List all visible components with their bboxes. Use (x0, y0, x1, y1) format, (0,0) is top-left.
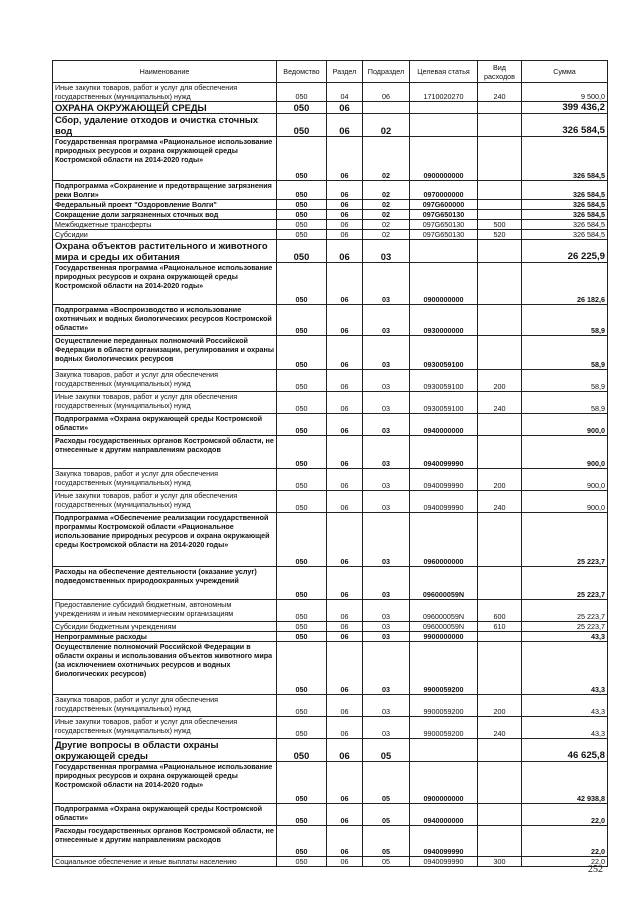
row-target-article (410, 102, 478, 114)
row-sum: 900,0 (522, 436, 608, 469)
row-name: Расходы государственных органов Костромской области, не отнесенные к другим направлениям расходов (53, 826, 277, 857)
row-sum: 26 225,9 (522, 240, 608, 263)
table-row (53, 857, 608, 867)
row-ved: 050 (277, 210, 327, 220)
row-sum: 25 223,7 (522, 622, 608, 632)
row-expense-type (478, 739, 522, 762)
row-razdel: 06 (327, 263, 363, 305)
row-target-article: 9900059200 (410, 695, 478, 717)
row-razdel: 06 (327, 181, 363, 200)
row-sum: 9 500,0 (522, 83, 608, 102)
row-name: Непрограммные расходы (53, 632, 277, 642)
row-ved: 050 (277, 200, 327, 210)
row-podrazdel: 02 (363, 220, 410, 230)
row-ved: 050 (277, 804, 327, 826)
row-target-article: 0930059100 (410, 370, 478, 392)
row-expense-type (478, 804, 522, 826)
row-name: Иные закупки товаров, работ и услуг для обеспечения государственных (муниципальных) нужд (53, 83, 277, 102)
row-name: Подпрограмма «Воспроизводство и использование охотничьих и водных биологических ресурсов Костромской области» (53, 305, 277, 336)
table-row (53, 370, 608, 392)
table-row (53, 210, 608, 220)
row-razdel: 06 (327, 491, 363, 513)
row-target-article: 0940099990 (410, 491, 478, 513)
row-sum: 22,0 (522, 804, 608, 826)
table-row (53, 336, 608, 370)
row-ved: 050 (277, 513, 327, 567)
row-ved: 050 (277, 263, 327, 305)
row-razdel: 06 (327, 857, 363, 867)
row-razdel: 06 (327, 114, 363, 137)
page-number: 252 (588, 864, 603, 875)
row-ved: 050 (277, 567, 327, 600)
row-name: Государственная программа «Рациональное использование природных ресурсов и охрана окружающей среды Костромской области на 2014-2020 годы» (53, 137, 277, 181)
row-podrazdel: 03 (363, 240, 410, 263)
row-podrazdel: 03 (363, 305, 410, 336)
row-name: Подпрограмма «Охрана окружающей среды Костромской области» (53, 414, 277, 436)
table-row (53, 230, 608, 240)
row-target-article: 0940099990 (410, 857, 478, 867)
table-row (53, 739, 608, 762)
row-podrazdel: 03 (363, 263, 410, 305)
row-name: Государственная программа «Рациональное использование природных ресурсов и охрана окружающей среды Костромской области на 2014-2020 годы» (53, 762, 277, 804)
row-target-article: 9900059200 (410, 717, 478, 739)
row-expense-type (478, 102, 522, 114)
row-razdel: 06 (327, 622, 363, 632)
row-razdel: 06 (327, 642, 363, 695)
row-name: Иные закупки товаров, работ и услуг для обеспечения государственных (муниципальных) нужд (53, 491, 277, 513)
row-podrazdel: 02 (363, 181, 410, 200)
row-podrazdel: 03 (363, 600, 410, 622)
table-row (53, 600, 608, 622)
row-name: Субсидии (53, 230, 277, 240)
row-razdel: 06 (327, 102, 363, 114)
row-razdel: 06 (327, 513, 363, 567)
row-target-article: 096000059N (410, 622, 478, 632)
row-razdel: 06 (327, 804, 363, 826)
row-ved: 050 (277, 414, 327, 436)
table-row (53, 632, 608, 642)
header-razdel: Раздел (327, 61, 363, 83)
row-sum: 46 625,8 (522, 739, 608, 762)
row-podrazdel: 02 (363, 210, 410, 220)
row-sum: 43,3 (522, 717, 608, 739)
row-name: Федеральный проект "Оздоровление Волги" (53, 200, 277, 210)
row-target-article: 0930059100 (410, 336, 478, 370)
row-name: Осуществление полномочий Российской Федерации в области охраны и использования объектов животного мира (за исключением охотничьих ресурсов и водных биологических ресурсов) (53, 642, 277, 695)
table-row (53, 414, 608, 436)
row-ved: 050 (277, 739, 327, 762)
row-sum: 900,0 (522, 469, 608, 491)
header-sum: Сумма (522, 61, 608, 83)
row-target-article (410, 240, 478, 263)
row-razdel: 06 (327, 210, 363, 220)
row-expense-type (478, 210, 522, 220)
row-expense-type (478, 200, 522, 210)
row-podrazdel: 03 (363, 392, 410, 414)
row-sum: 326 584,5 (522, 137, 608, 181)
row-sum: 22,0 (522, 857, 608, 867)
row-target-article: 0900000000 (410, 762, 478, 804)
row-name: Охрана объектов растительного и животного мира и среды их обитания (53, 240, 277, 263)
row-podrazdel: 05 (363, 804, 410, 826)
row-target-article: 097G650130 (410, 230, 478, 240)
row-expense-type (478, 181, 522, 200)
row-target-article: 0940099990 (410, 469, 478, 491)
row-target-article: 0970000000 (410, 181, 478, 200)
row-sum: 399 436,2 (522, 102, 608, 114)
table-row (53, 804, 608, 826)
row-razdel: 06 (327, 240, 363, 263)
row-expense-type: 610 (478, 622, 522, 632)
row-ved: 050 (277, 622, 327, 632)
row-sum: 25 223,7 (522, 567, 608, 600)
table-row (53, 102, 608, 114)
row-podrazdel: 03 (363, 370, 410, 392)
header-expense-type: Вид расходов (478, 61, 522, 83)
row-sum: 58,9 (522, 392, 608, 414)
row-podrazdel: 03 (363, 513, 410, 567)
row-podrazdel (363, 102, 410, 114)
table-row (53, 263, 608, 305)
row-sum: 900,0 (522, 491, 608, 513)
row-sum: 58,9 (522, 305, 608, 336)
row-expense-type (478, 632, 522, 642)
row-razdel: 06 (327, 739, 363, 762)
row-name: Закупка товаров, работ и услуг для обеспечения государственных (муниципальных) нужд (53, 695, 277, 717)
row-ved: 050 (277, 436, 327, 469)
row-target-article: 0940000000 (410, 804, 478, 826)
row-ved: 050 (277, 392, 327, 414)
header-podrazdel: Подраздел (363, 61, 410, 83)
table-row (53, 762, 608, 804)
row-name: Сокращение доли загрязненных сточных вод (53, 210, 277, 220)
row-ved: 050 (277, 762, 327, 804)
row-podrazdel: 02 (363, 137, 410, 181)
row-name: Подпрограмма «Обеспечение реализации государственной программы Костромской области «Рациональное использование природных ресурсов и охрана окружающей среды Костромской области на 2014-2020 годы» (53, 513, 277, 567)
row-sum: 42 938,8 (522, 762, 608, 804)
row-razdel: 06 (327, 392, 363, 414)
row-ved: 050 (277, 491, 327, 513)
table-row (53, 469, 608, 491)
row-expense-type (478, 436, 522, 469)
row-sum: 43,3 (522, 632, 608, 642)
row-name: Закупка товаров, работ и услуг для обеспечения государственных (муниципальных) нужд (53, 469, 277, 491)
row-ved: 050 (277, 240, 327, 263)
row-ved: 050 (277, 642, 327, 695)
row-razdel: 06 (327, 717, 363, 739)
row-sum: 22,0 (522, 826, 608, 857)
row-razdel: 06 (327, 200, 363, 210)
row-target-article: 0900000000 (410, 137, 478, 181)
row-expense-type (478, 826, 522, 857)
row-sum: 326 584,5 (522, 230, 608, 240)
row-expense-type (478, 762, 522, 804)
row-ved: 050 (277, 83, 327, 102)
row-ved: 050 (277, 102, 327, 114)
header-row (53, 61, 608, 83)
row-podrazdel: 05 (363, 857, 410, 867)
row-expense-type (478, 567, 522, 600)
row-name: Социальное обеспечение и иные выплаты населению (53, 857, 277, 867)
row-target-article: 0930000000 (410, 305, 478, 336)
table-row (53, 83, 608, 102)
row-expense-type (478, 642, 522, 695)
table-row (53, 436, 608, 469)
row-podrazdel: 05 (363, 762, 410, 804)
row-ved: 050 (277, 370, 327, 392)
row-name: Иные закупки товаров, работ и услуг для обеспечения государственных (муниципальных) нужд (53, 392, 277, 414)
row-razdel: 06 (327, 370, 363, 392)
table-row (53, 717, 608, 739)
row-name: Закупка товаров, работ и услуг для обеспечения государственных (муниципальных) нужд (53, 370, 277, 392)
row-name: Иные закупки товаров, работ и услуг для обеспечения государственных (муниципальных) нужд (53, 717, 277, 739)
row-sum: 900,0 (522, 414, 608, 436)
row-razdel: 06 (327, 305, 363, 336)
row-podrazdel: 02 (363, 200, 410, 210)
row-expense-type (478, 513, 522, 567)
row-target-article: 097G650130 (410, 210, 478, 220)
row-expense-type (478, 414, 522, 436)
row-ved: 050 (277, 600, 327, 622)
header-name: Наименование (53, 61, 277, 83)
table-row (53, 695, 608, 717)
row-sum: 43,3 (522, 642, 608, 695)
row-podrazdel: 03 (363, 336, 410, 370)
header-target-article: Целевая статья (410, 61, 478, 83)
row-razdel: 06 (327, 336, 363, 370)
row-sum: 326 584,5 (522, 210, 608, 220)
table-row (53, 513, 608, 567)
table-row (53, 137, 608, 181)
row-name: ОХРАНА ОКРУЖАЮЩЕЙ СРЕДЫ (53, 102, 277, 114)
row-podrazdel: 03 (363, 622, 410, 632)
table-row (53, 491, 608, 513)
row-podrazdel: 03 (363, 695, 410, 717)
row-target-article: 097G650130 (410, 220, 478, 230)
row-name: Осуществление переданных полномочий Российской Федерации в области организации, регулирования и охраны водных биологических ресурсов (53, 336, 277, 370)
row-name: Расходы государственных органов Костромской области, не отнесенные к другим направлениям расходов (53, 436, 277, 469)
row-expense-type (478, 336, 522, 370)
row-name: Другие вопросы в области охраны окружающей среды (53, 739, 277, 762)
table-row (53, 642, 608, 695)
row-ved: 050 (277, 826, 327, 857)
row-expense-type (478, 240, 522, 263)
row-name: Субсидии бюджетным учреждениям (53, 622, 277, 632)
row-expense-type (478, 263, 522, 305)
row-ved: 050 (277, 220, 327, 230)
row-expense-type (478, 137, 522, 181)
row-name: Сбор, удаление отходов и очистка сточных вод (53, 114, 277, 137)
table-row (53, 826, 608, 857)
row-sum: 58,9 (522, 336, 608, 370)
table-row (53, 181, 608, 200)
row-podrazdel: 03 (363, 717, 410, 739)
row-razdel: 06 (327, 436, 363, 469)
row-name: Межбюджетные трансферты (53, 220, 277, 230)
row-target-article: 0940099990 (410, 436, 478, 469)
row-expense-type: 240 (478, 491, 522, 513)
header-ved: Ведомство (277, 61, 327, 83)
row-target-article: 097G600000 (410, 200, 478, 210)
row-razdel: 06 (327, 632, 363, 642)
table-row (53, 567, 608, 600)
row-target-article: 096000059N (410, 567, 478, 600)
row-sum: 326 584,5 (522, 220, 608, 230)
row-razdel: 06 (327, 762, 363, 804)
row-razdel: 06 (327, 826, 363, 857)
row-sum: 25 223,7 (522, 513, 608, 567)
row-podrazdel: 05 (363, 739, 410, 762)
row-expense-type: 200 (478, 469, 522, 491)
row-name: Подпрограмма «Сохранение и предотвращение загрязнения реки Волги» (53, 181, 277, 200)
row-name: Подпрограмма «Охрана окружающей среды Костромской области» (53, 804, 277, 826)
row-podrazdel: 03 (363, 469, 410, 491)
row-razdel: 06 (327, 567, 363, 600)
row-expense-type: 240 (478, 83, 522, 102)
row-target-article: 096000059N (410, 600, 478, 622)
row-ved: 050 (277, 114, 327, 137)
row-expense-type: 600 (478, 600, 522, 622)
row-razdel: 06 (327, 230, 363, 240)
table-row (53, 114, 608, 137)
row-sum: 58,9 (522, 370, 608, 392)
row-target-article (410, 739, 478, 762)
row-podrazdel: 02 (363, 230, 410, 240)
row-target-article: 0900000000 (410, 263, 478, 305)
row-sum: 26 182,6 (522, 263, 608, 305)
budget-table (52, 60, 608, 867)
row-podrazdel: 03 (363, 414, 410, 436)
row-expense-type: 200 (478, 695, 522, 717)
table-row (53, 305, 608, 336)
row-name: Предоставление субсидий бюджетным, автономным учреждениям и иным некоммерческим организациям (53, 600, 277, 622)
row-razdel: 06 (327, 220, 363, 230)
row-ved: 050 (277, 305, 327, 336)
row-razdel: 06 (327, 137, 363, 181)
row-razdel: 04 (327, 83, 363, 102)
row-target-article: 0940099990 (410, 826, 478, 857)
row-sum: 326 584,5 (522, 114, 608, 137)
row-name: Государственная программа «Рациональное использование природных ресурсов и охрана окружающей среды Костромской области на 2014-2020 годы» (53, 263, 277, 305)
table-body (53, 83, 608, 867)
row-sum: 25 223,7 (522, 600, 608, 622)
row-target-article: 9900059200 (410, 642, 478, 695)
row-razdel: 06 (327, 469, 363, 491)
row-target-article (410, 114, 478, 137)
row-target-article: 0940000000 (410, 414, 478, 436)
row-podrazdel: 03 (363, 567, 410, 600)
row-ved: 050 (277, 181, 327, 200)
row-expense-type (478, 305, 522, 336)
row-razdel: 06 (327, 414, 363, 436)
row-expense-type (478, 114, 522, 137)
row-razdel: 06 (327, 695, 363, 717)
row-ved: 050 (277, 717, 327, 739)
row-target-article: 1710020270 (410, 83, 478, 102)
row-expense-type: 300 (478, 857, 522, 867)
row-podrazdel: 03 (363, 491, 410, 513)
row-sum: 43,3 (522, 695, 608, 717)
row-expense-type: 500 (478, 220, 522, 230)
table-row (53, 240, 608, 263)
row-name: Расходы на обеспечение деятельности (оказание услуг) подведомственных природоохранных учреждений (53, 567, 277, 600)
row-expense-type: 240 (478, 392, 522, 414)
row-podrazdel: 06 (363, 83, 410, 102)
row-expense-type: 200 (478, 370, 522, 392)
table-row (53, 392, 608, 414)
table-row (53, 200, 608, 210)
row-sum: 326 584,5 (522, 200, 608, 210)
row-ved: 050 (277, 336, 327, 370)
row-ved: 050 (277, 857, 327, 867)
row-podrazdel: 03 (363, 632, 410, 642)
row-expense-type: 240 (478, 717, 522, 739)
row-ved: 050 (277, 137, 327, 181)
row-expense-type: 520 (478, 230, 522, 240)
row-razdel: 06 (327, 600, 363, 622)
row-podrazdel: 02 (363, 114, 410, 137)
row-podrazdel: 03 (363, 642, 410, 695)
row-ved: 050 (277, 695, 327, 717)
row-ved: 050 (277, 632, 327, 642)
row-podrazdel: 05 (363, 826, 410, 857)
row-target-article: 9900000000 (410, 632, 478, 642)
row-target-article: 0930059100 (410, 392, 478, 414)
table-row (53, 220, 608, 230)
row-sum: 326 584,5 (522, 181, 608, 200)
row-podrazdel: 03 (363, 436, 410, 469)
row-ved: 050 (277, 469, 327, 491)
row-ved: 050 (277, 230, 327, 240)
row-target-article: 0960000000 (410, 513, 478, 567)
table-row (53, 622, 608, 632)
